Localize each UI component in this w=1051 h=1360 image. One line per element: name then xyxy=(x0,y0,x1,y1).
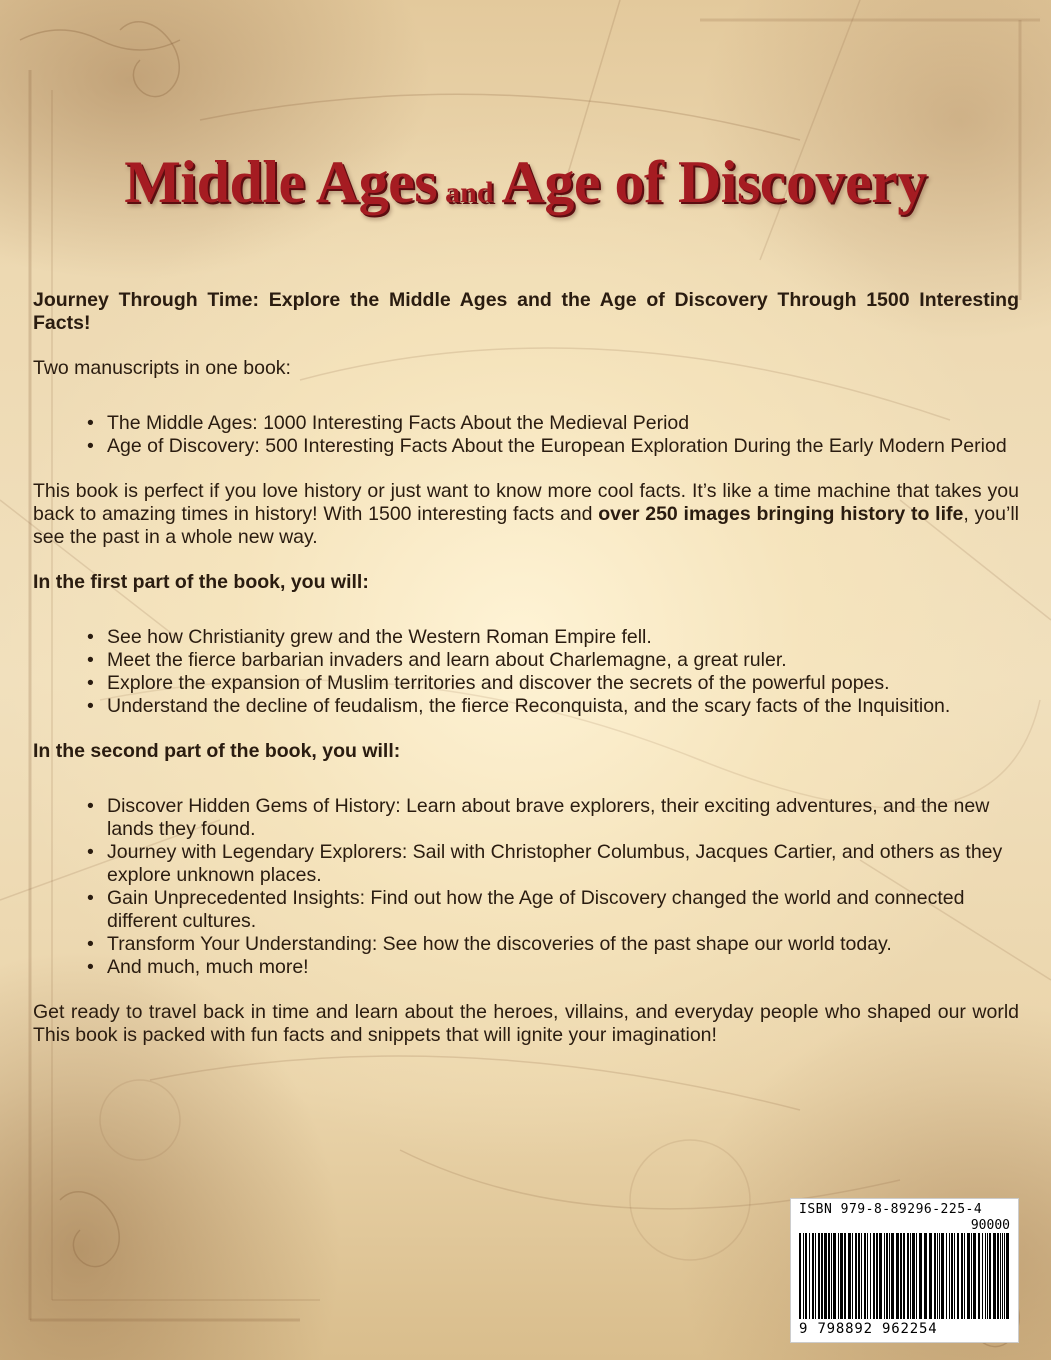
description-text-1: This book is perfect if you love history or just want to know more cool facts. It’s like a time machine that takes you back to amazing times in history! With 1500 interesting facts and xyxy=(33,480,1019,525)
title-connector: and xyxy=(445,176,494,209)
book-title xyxy=(0,148,1051,217)
description-bold: over 250 images bringing history to life xyxy=(598,503,964,525)
list-item: • Gain Unprecedented Insights: Find out how the Age of Discovery changed the world and connected different cultures. xyxy=(33,887,1019,933)
manuscripts-list xyxy=(33,412,1019,458)
description-text-2: , you’ll see the past in a whole new way. xyxy=(33,503,1019,548)
price-code: 90000 xyxy=(970,1218,1010,1233)
barcode-bars xyxy=(799,1233,1010,1319)
second-part-list xyxy=(33,795,1019,979)
isbn-number: ISBN 979-8-89296-225-4 xyxy=(799,1202,983,1217)
title-part-1: Middle Ages xyxy=(124,149,438,215)
isbn-barcode xyxy=(790,1198,1019,1343)
list-item: • Journey with Legendary Explorers: Sail with Christopher Columbus, Jacques Cartier, and others as they explore unknown places. xyxy=(33,841,1019,887)
second-part-heading: In the second part of the book, you will: xyxy=(33,740,401,762)
list-item: • See how Christianity grew and the Western Roman Empire fell. xyxy=(33,626,1019,649)
ean-number: 9 798892 962254 xyxy=(799,1321,938,1337)
first-part-heading: In the first part of the book, you will: xyxy=(33,571,369,593)
manuscripts-label: Two manuscripts in one book: xyxy=(33,357,291,379)
list-item: • The Middle Ages: 1000 Interesting Facts About the Medieval Period xyxy=(33,412,1019,435)
intro-heading: Journey Through Time: Explore the Middle Ages and the Age of Discovery Through 1500 Interesting Facts! xyxy=(33,289,1019,334)
first-part-list xyxy=(33,626,1019,718)
list-item: • Meet the fierce barbarian invaders and learn about Charlemagne, a great ruler. xyxy=(33,649,1019,672)
list-item: • Transform Your Understanding: See how the discoveries of the past shape our world today. xyxy=(33,933,1019,956)
closing-paragraph: Get ready to travel back in time and learn about the heroes, villains, and everyday people who shaped our world This book is packed with fun facts and snippets that will ignite your imagination! xyxy=(33,1001,1019,1046)
title-part-2: Age of Discovery xyxy=(501,149,927,215)
list-item: • Age of Discovery: 500 Interesting Facts About the European Exploration During the Early Modern Period xyxy=(33,435,1019,458)
back-cover-text xyxy=(33,289,1019,1047)
list-item: • Understand the decline of feudalism, the fierce Reconquista, and the scary facts of the Inquisition. xyxy=(33,695,1019,718)
description-paragraph xyxy=(33,480,1019,549)
list-item: • And much, much more! xyxy=(33,956,1019,979)
list-item: • Explore the expansion of Muslim territories and discover the secrets of the powerful popes. xyxy=(33,672,1019,695)
list-item: • Discover Hidden Gems of History: Learn about brave explorers, their exciting adventures, and the new lands they found. xyxy=(33,795,1019,841)
